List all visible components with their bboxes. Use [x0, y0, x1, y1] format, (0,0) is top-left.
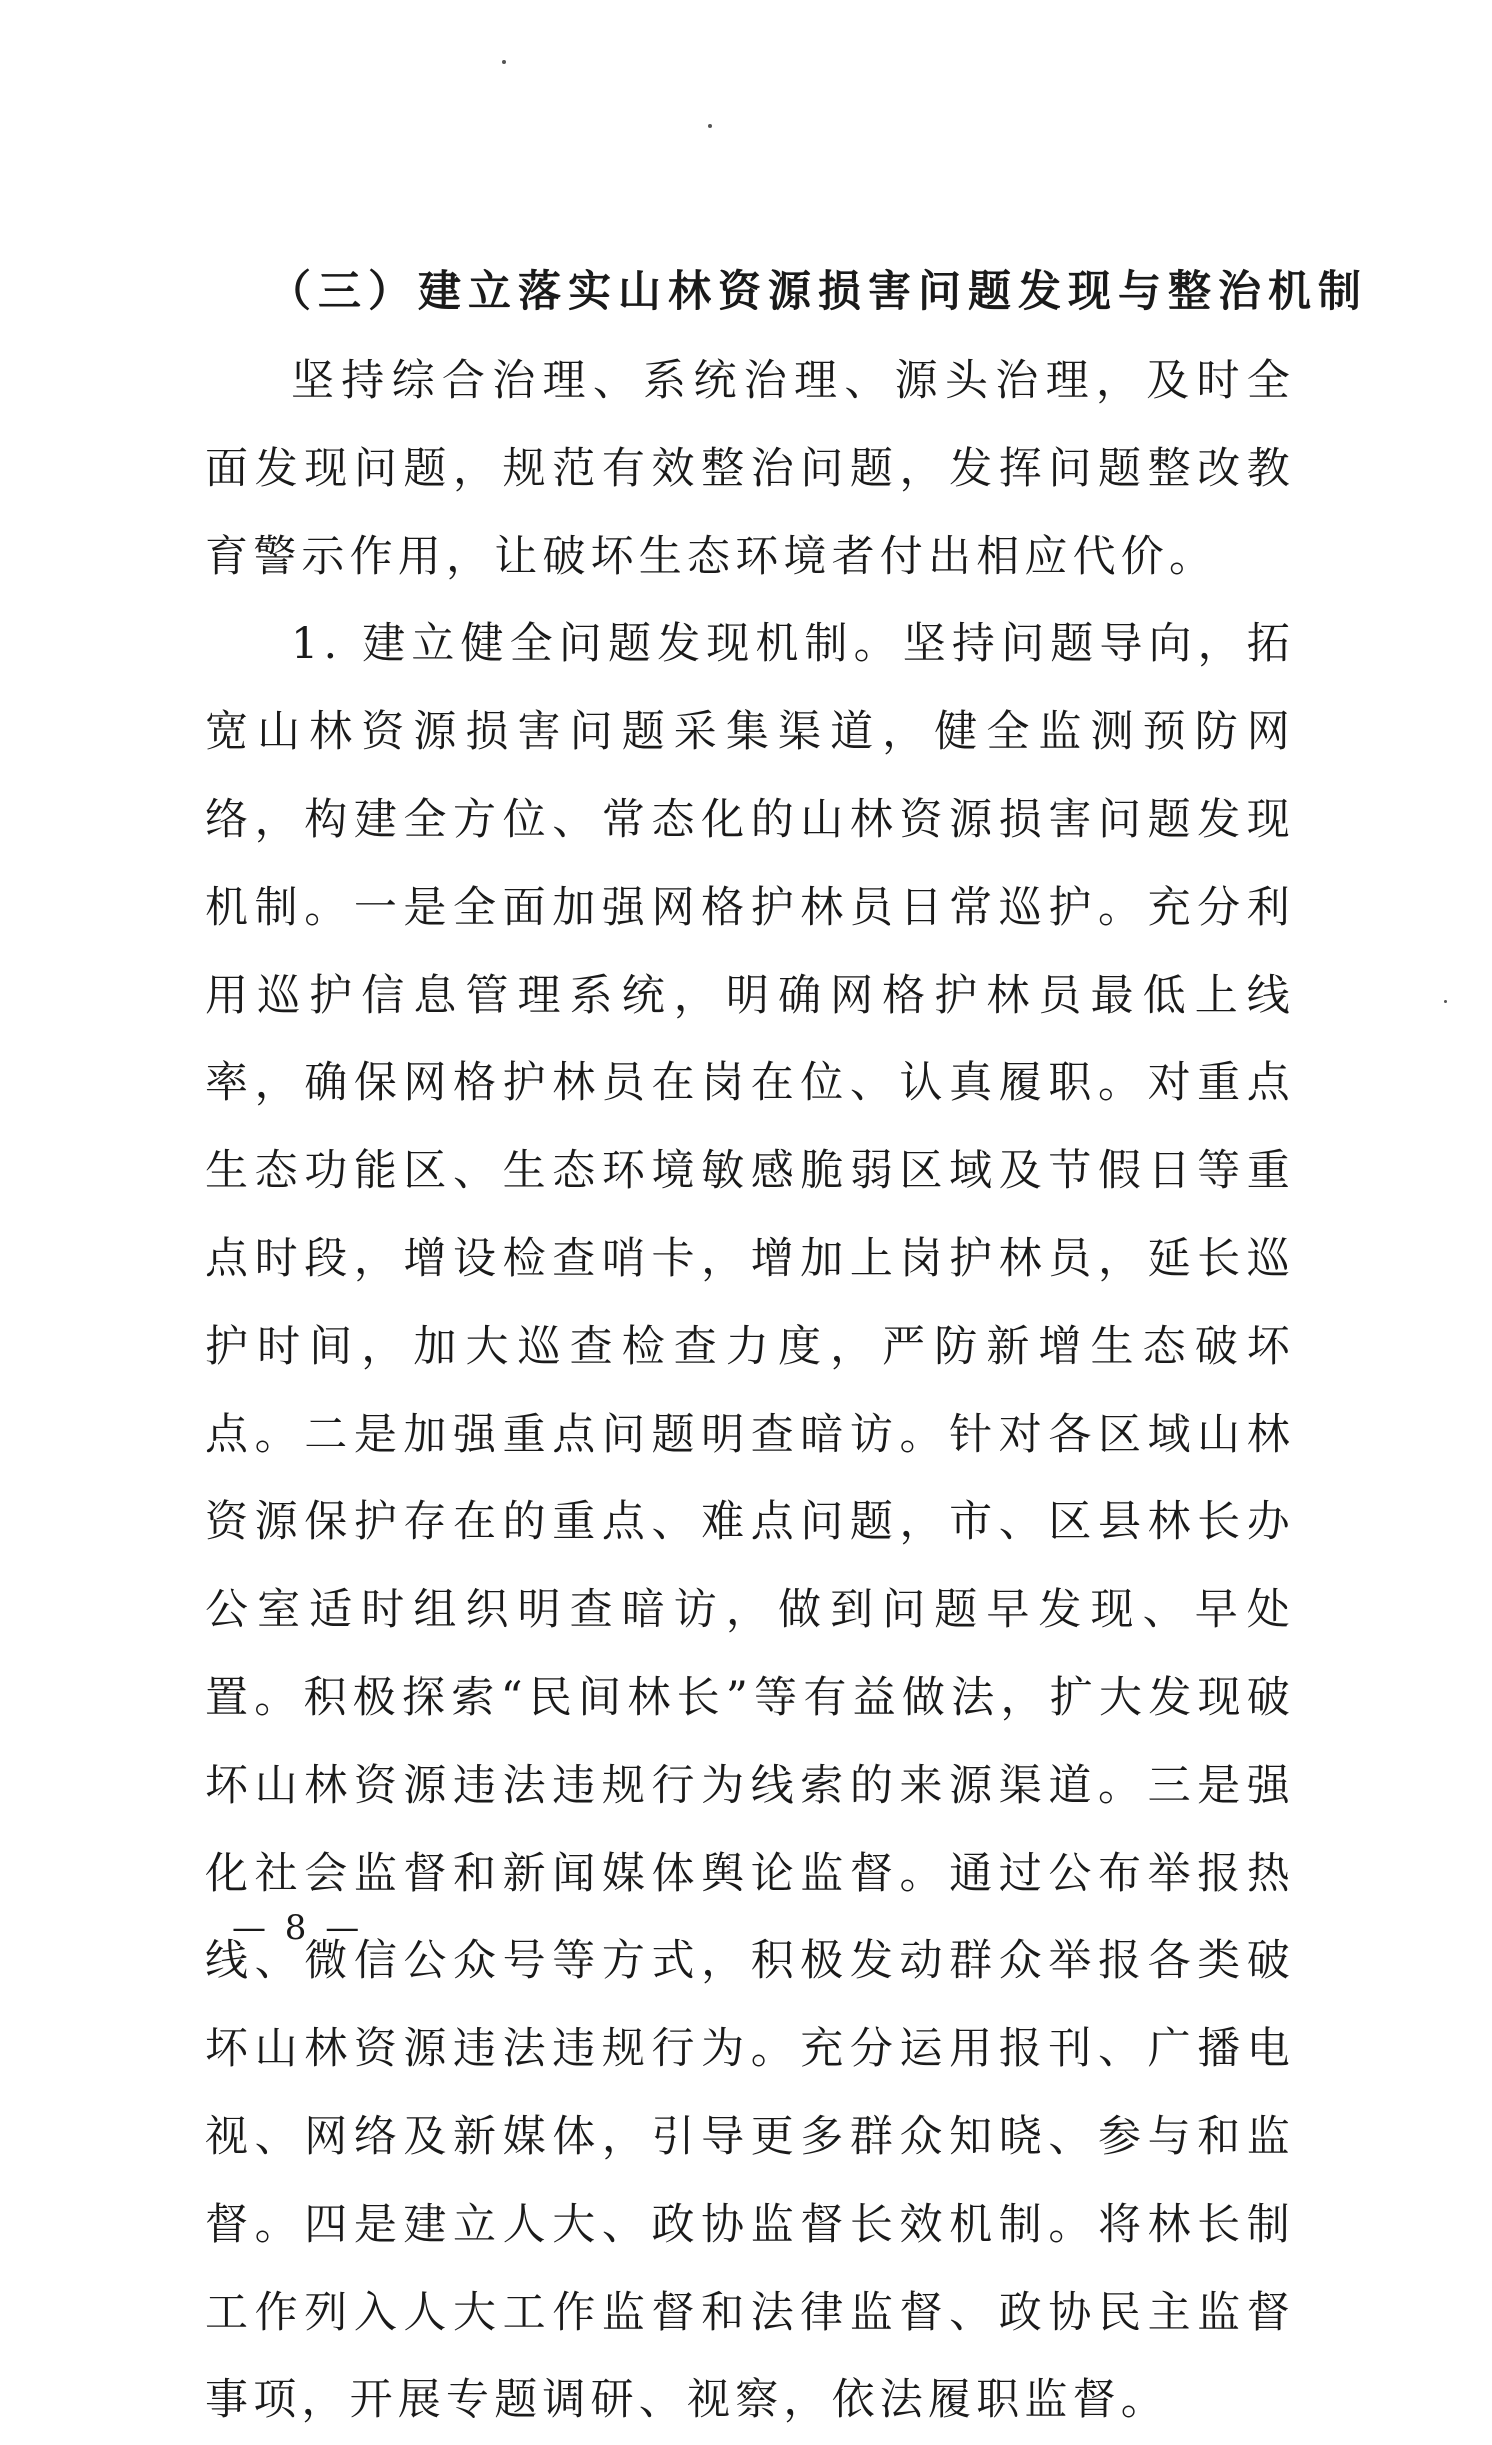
scan-speck	[1444, 1000, 1447, 1003]
page-number: — 8 —	[232, 1908, 364, 1948]
section-heading: （三）建立落实山林资源损害问题发现与整治机制	[268, 267, 1368, 317]
body-text	[205, 338, 1295, 2445]
scan-speck	[708, 124, 712, 128]
scan-speck	[502, 60, 506, 64]
paragraph-intro: 坚持综合治理、系统治理、源头治理，及时全面发现问题，规范有效整治问题，发挥问题整改教育警示作用，让破坏生态环境者付出相应代价。	[205, 356, 1295, 582]
paragraph-problem-discovery: 1. 建立健全问题发现机制。坚持问题导向，拓宽山林资源损害问题采集渠道，健全监测预防网络，构建全方位、常态化的山林资源损害问题发现机制。一是全面加强网格护林员日常巡护。充分利用巡护信息管理系统，明确网格护林员最低上线率，确保网格护林员在岗在位、认真履职。对重点生态功能区、生态环境敏感脆弱区域及节假日等重点时段，增设检查哨卡，增加上岗护林员，延长巡护时间，加大巡查检查力度，严防新增生态破坏点。二是加强重点问题明查暗访。针对各区域山林资源保护存在的重点、难点问题，市、区县林长办公室适时组织明查暗访，做到问题早发现、早处置。积极探索“民间林长”等有益做法，扩大发现破坏山林资源违法违规行为线索的来源渠道。三是强化社会监督和新闻媒体舆论监督。通过公布举报热线、微信公众号等方式，积极发动群众举报各类破坏山林资源违法违规行为。充分运用报刊、广播电视、网络及新媒体，引导更多群众知晓、参与和监督。四是建立人大、政协监督长效机制。将林长制工作列入人大工作监督和法律监督、政协民主监督事项，开展专题调研、视察，依法履职监督。	[205, 619, 1295, 2426]
